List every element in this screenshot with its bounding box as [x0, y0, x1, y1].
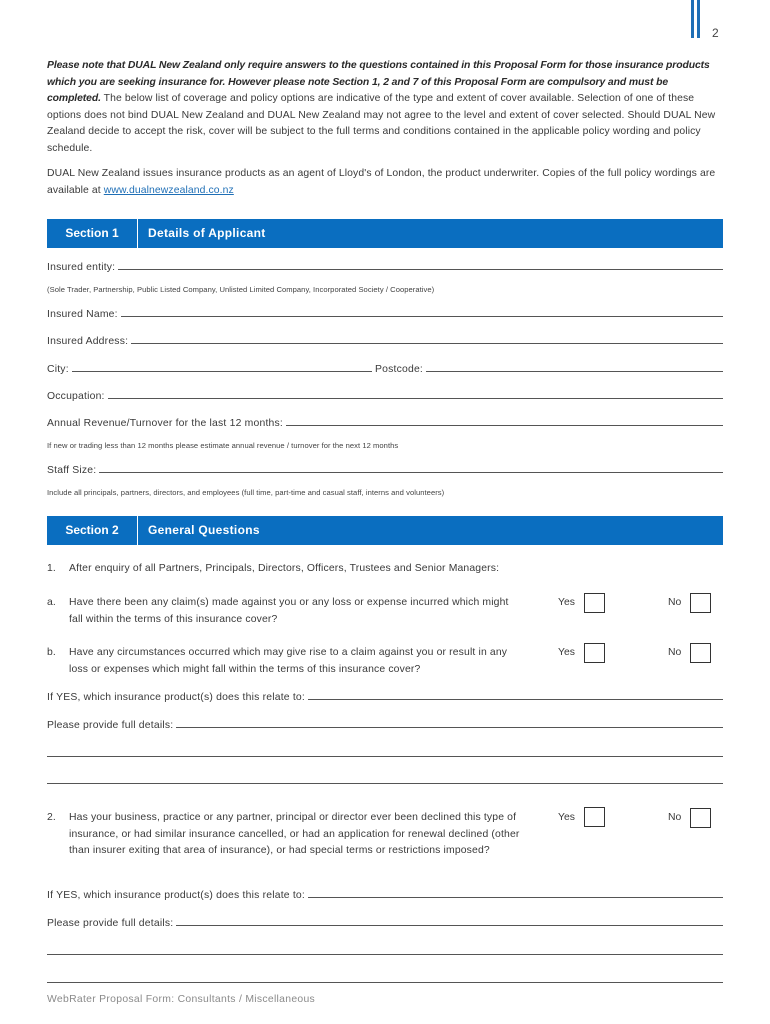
insured-address-label: Insured Address:: [47, 336, 129, 347]
q1-if-yes-field[interactable]: [47, 692, 723, 703]
q1-details-field[interactable]: [47, 720, 723, 731]
qb-text: Have any circumstances occurred which may give rise to a claim against you or result in any loss or expenses which might fall within the terms of this insurance cover?: [69, 647, 508, 675]
footer-text: WebRater Proposal Form: Consultants / Miscellaneous: [47, 994, 316, 1005]
occupation-label: Occupation:: [47, 391, 105, 402]
entity-note: (Sole Trader, Partnership, Public Listed Company, Unlisted Limited Company, Incorporated Society / Cooperative): [47, 285, 435, 294]
q1-if-yes-label: If YES, which insurance product(s) does this relate to:: [47, 692, 305, 703]
insured-address-field[interactable]: [47, 336, 723, 347]
q2-no-label: No: [668, 812, 682, 823]
insured-entity-field[interactable]: [47, 262, 723, 273]
qb-number: b.: [47, 647, 56, 658]
q2-details-line[interactable]: [47, 954, 723, 955]
intro-text: [47, 58, 723, 208]
occupation-field[interactable]: [47, 391, 723, 402]
section1-header: [47, 219, 723, 248]
section2-header: [47, 516, 723, 545]
city-label: City:: [47, 364, 69, 375]
qa-no-label: No: [668, 597, 682, 608]
staff-note: Include all principals, partners, directors, and employees (full time, part-time and casual staff, interns and volunteers): [47, 488, 445, 497]
city-field[interactable]: [47, 364, 372, 375]
q1-number: 1.: [47, 563, 56, 574]
intro-para2: DUAL New Zealand issues insurance products as an agent of Lloyd's of London, the product underwriter. Copies of the full policy wordings are available at: [47, 168, 716, 196]
intro-bold: Please note that DUAL New Zealand only require answers to the questions contained in this Proposal Form for those insurance products which you are seeking insurance for. However please note Section 1, 2 and 7 of this Proposal Form are compulsory and must be completed.: [47, 60, 710, 104]
qa-no-checkbox[interactable]: [690, 593, 711, 613]
qa-text: Have there been any claim(s) made against you or any loss or expense incurred which might fall within the terms of this insurance cover?: [69, 597, 509, 625]
q2-details-field[interactable]: [47, 918, 723, 929]
q2-details-line[interactable]: [47, 982, 723, 983]
q2-yes-label: Yes: [558, 812, 575, 823]
insured-entity-label: Insured entity:: [47, 262, 116, 273]
q2-no-checkbox[interactable]: [690, 808, 711, 828]
staff-size-field[interactable]: [47, 465, 723, 476]
q2-text: Has your business, practice or any partner, principal or director ever been declined this type of insurance, or had similar insurance cancelled, or had an application for renewal declined (other than insurer exiting that area of insurance), or had special terms or restrictions imposed?: [69, 812, 520, 856]
website-link[interactable]: www.dualnewzealand.co.nz: [103, 184, 234, 196]
q1-details-label: Please provide full details:: [47, 720, 174, 731]
intro-rest: The below list of coverage and policy options are indicative of the type and extent of cover available. Selection of one of these options does not bind DUAL New Zealand and DUAL New Zealand may not agree to the level and extent of cover selected. Should DUAL New Zealand decide to accept the risk, cover will be subject to the full terms and conditions contained in the applicable policy wording and policy schedule.: [47, 93, 716, 154]
insured-name-field[interactable]: [47, 309, 723, 320]
qa-yes-checkbox[interactable]: [584, 593, 605, 613]
q2-if-yes-field[interactable]: [47, 890, 723, 901]
q1-text: After enquiry of all Partners, Principals, Directors, Officers, Trustees and Senior Managers:: [69, 563, 500, 574]
qb-yes-label: Yes: [558, 647, 575, 658]
q1-details-line[interactable]: [47, 756, 723, 757]
q2-number: 2.: [47, 812, 56, 823]
section2-title: General Questions: [148, 523, 260, 537]
q2-details-label: Please provide full details:: [47, 918, 174, 929]
qb-yes-checkbox[interactable]: [584, 643, 605, 663]
postcode-label: Postcode:: [375, 364, 424, 375]
revenue-label: Annual Revenue/Turnover for the last 12 months:: [47, 418, 284, 429]
insured-name-label: Insured Name:: [47, 309, 118, 320]
qb-no-checkbox[interactable]: [690, 643, 711, 663]
qb-no-label: No: [668, 647, 682, 658]
postcode-field[interactable]: [375, 364, 723, 375]
q2-yes-checkbox[interactable]: [584, 807, 605, 827]
section2-number: Section 2: [47, 516, 138, 545]
header-decoration: [691, 0, 703, 38]
q2-if-yes-label: If YES, which insurance product(s) does this relate to:: [47, 890, 305, 901]
section1-title: Details of Applicant: [148, 226, 266, 240]
section1-number: Section 1: [47, 219, 138, 248]
qa-yes-label: Yes: [558, 597, 575, 608]
staff-size-label: Staff Size:: [47, 465, 97, 476]
revenue-field[interactable]: [47, 418, 723, 429]
page-number: 2: [712, 26, 719, 40]
revenue-note: If new or trading less than 12 months please estimate annual revenue / turnover for the next 12 months: [47, 441, 399, 450]
q1-details-line[interactable]: [47, 783, 723, 784]
qa-number: a.: [47, 597, 56, 608]
